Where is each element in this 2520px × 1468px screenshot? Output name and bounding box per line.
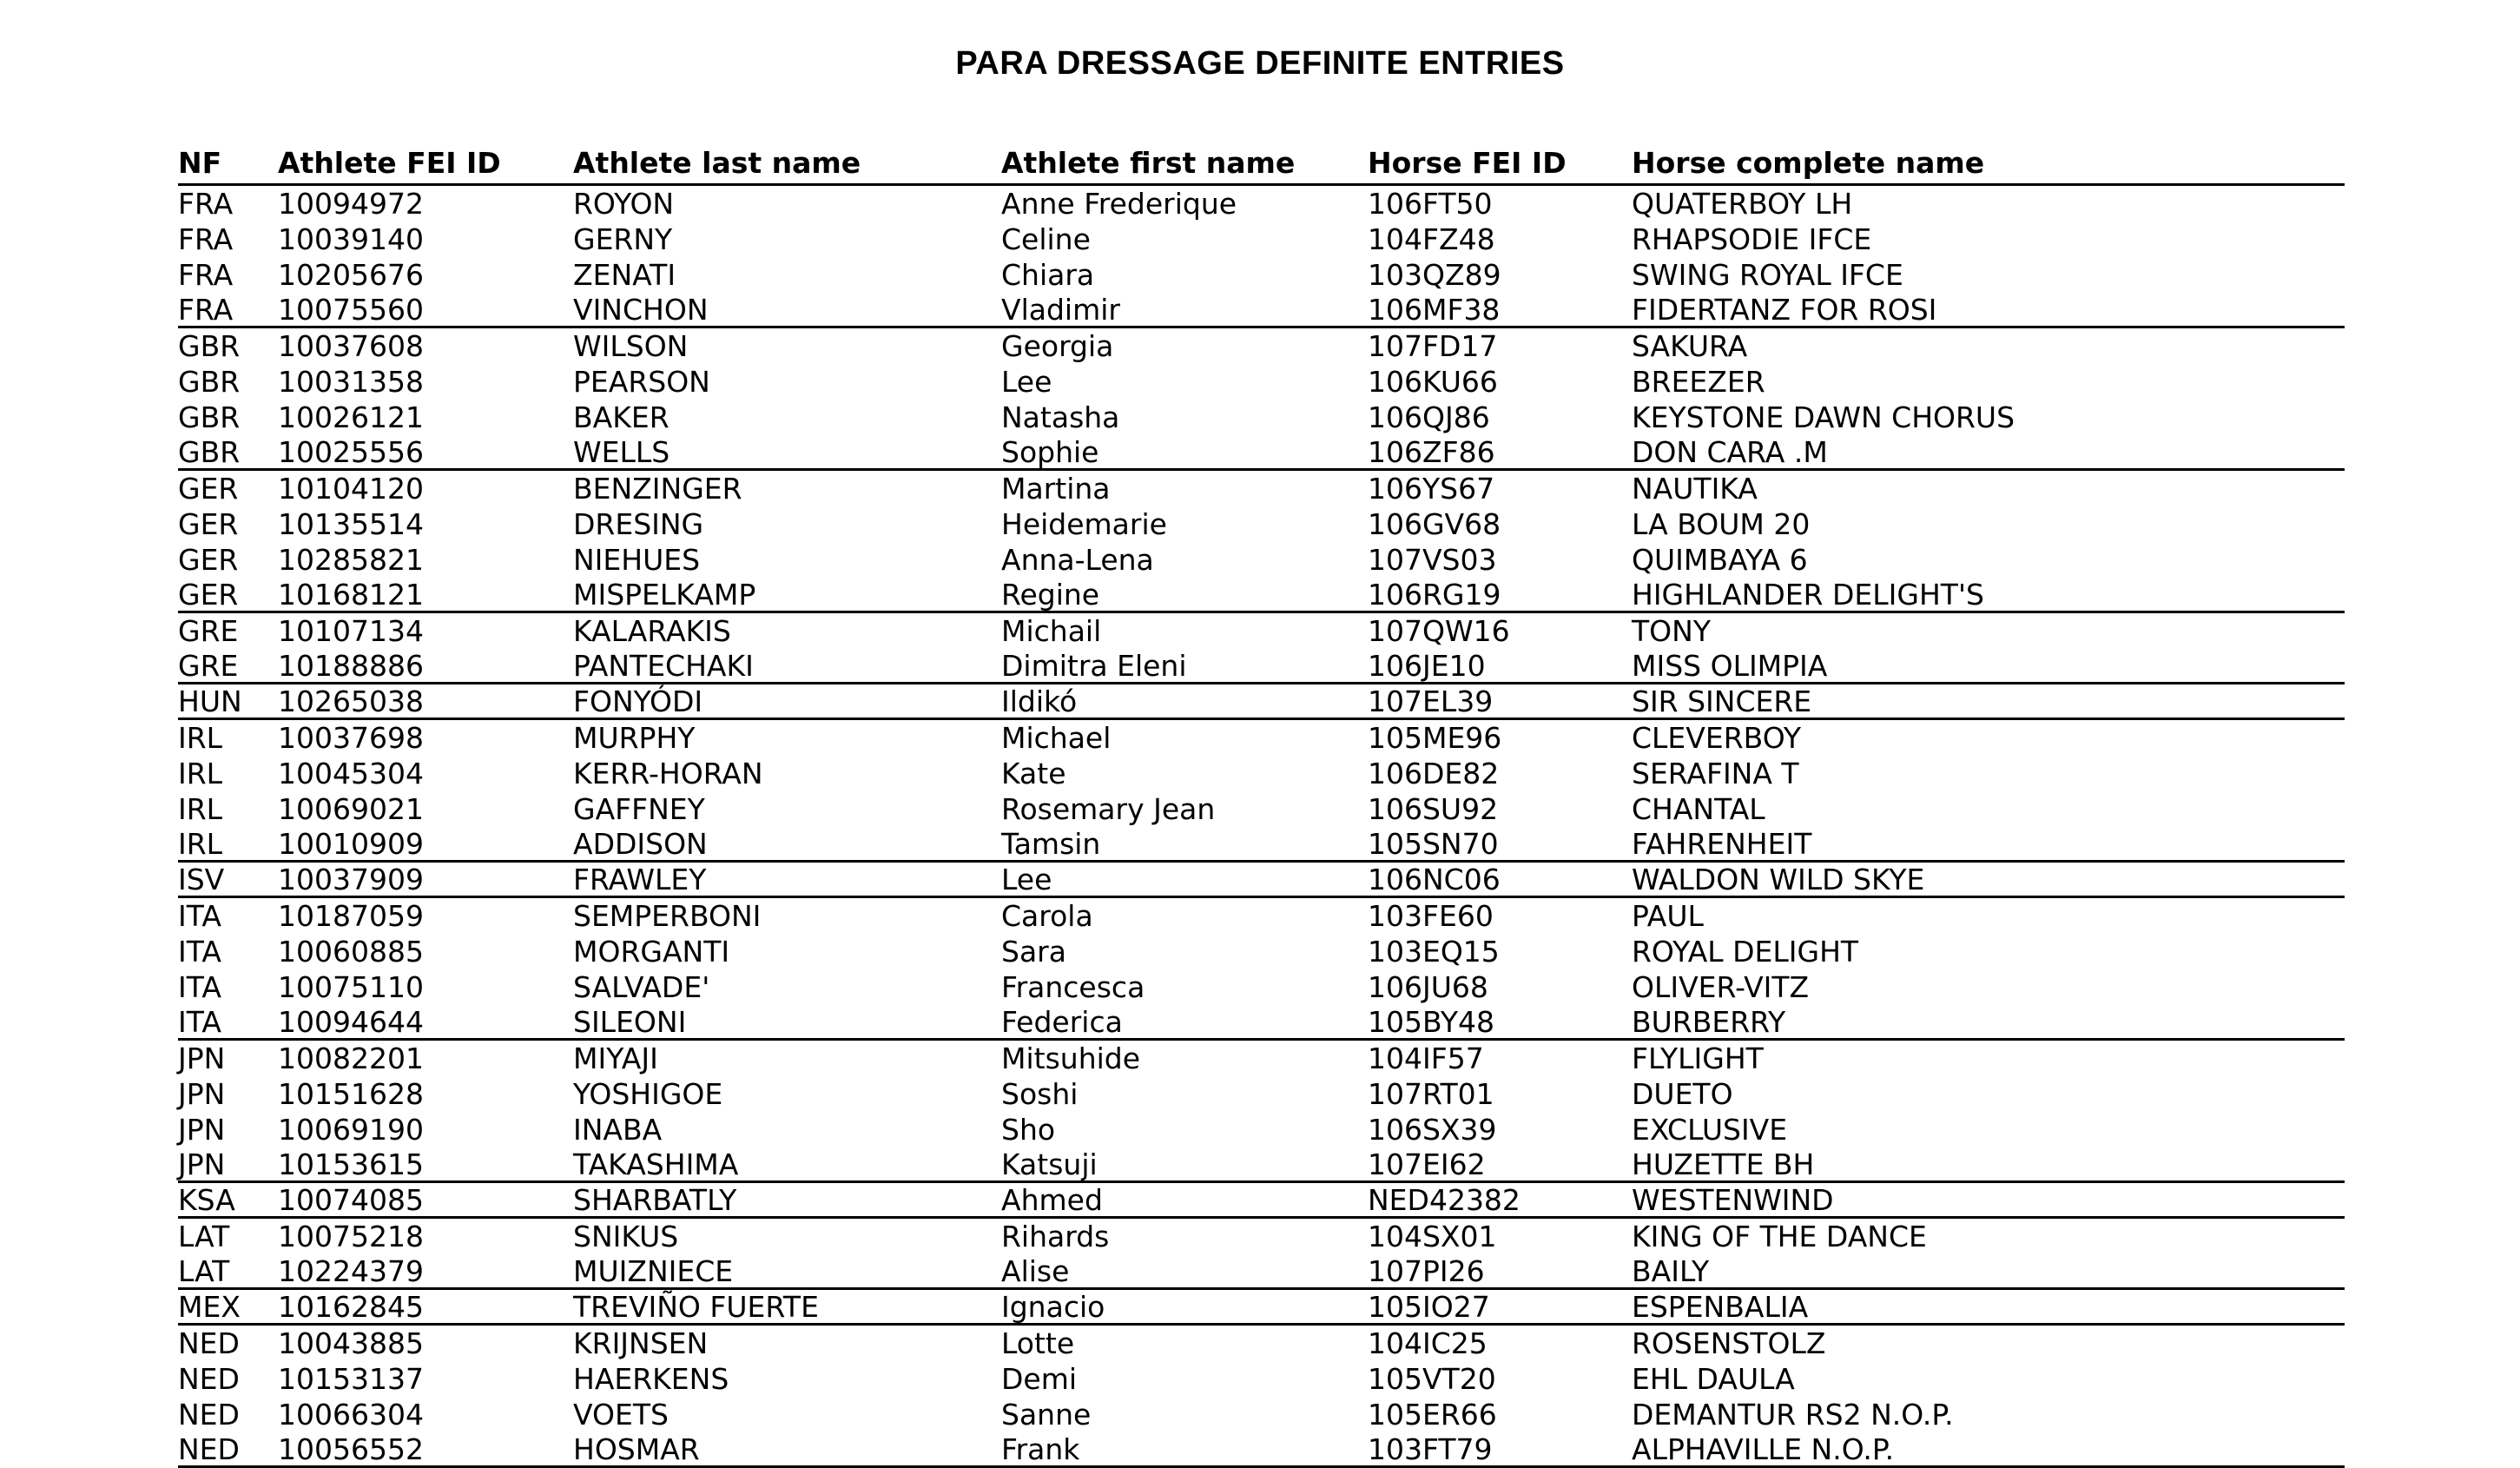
cell-athlete-fei-id: 10069021	[278, 792, 424, 826]
table-row	[178, 578, 2345, 613]
cell-athlete-last-name: TREVIÑO FUERTE	[573, 1290, 819, 1324]
cell-nf: MEX	[178, 1290, 241, 1324]
cell-horse-complete-name: MISS OLIMPIA	[1632, 649, 1828, 683]
cell-athlete-fei-id: 10224379	[278, 1254, 424, 1288]
cell-athlete-fei-id: 10037698	[278, 721, 424, 755]
table-row	[178, 934, 2345, 969]
cell-athlete-first-name: Chiara	[1001, 258, 1095, 292]
cell-horse-fei-id: 104IF57	[1368, 1041, 1484, 1075]
cell-horse-complete-name: QUATERBOY LH	[1632, 187, 1853, 221]
cell-horse-complete-name: EXCLUSIVE	[1632, 1113, 1788, 1147]
cell-horse-complete-name: LA BOUM 20	[1632, 507, 1811, 541]
cell-nf: ISV	[178, 863, 225, 896]
cell-nf: FRA	[178, 258, 234, 292]
table-row	[178, 1005, 2345, 1041]
table-row	[178, 969, 2345, 1005]
cell-horse-complete-name: DUETO	[1632, 1077, 1733, 1111]
cell-athlete-last-name: HOSMAR	[573, 1432, 700, 1466]
table-row	[178, 863, 2345, 898]
cell-athlete-first-name: Natasha	[1001, 400, 1120, 434]
cell-nf: IRL	[178, 757, 223, 790]
cell-nf: GRE	[178, 614, 239, 648]
cell-athlete-fei-id: 10151628	[278, 1077, 424, 1111]
cell-athlete-first-name: Anna-Lena	[1001, 543, 1154, 577]
cell-horse-fei-id: 106GV68	[1368, 507, 1501, 541]
cell-athlete-first-name: Ignacio	[1001, 1290, 1105, 1324]
cell-athlete-fei-id: 10094644	[278, 1005, 424, 1039]
cell-athlete-first-name: Georgia	[1001, 329, 1114, 363]
table-row	[178, 1397, 2345, 1432]
cell-athlete-last-name: TAKASHIMA	[573, 1147, 739, 1181]
cell-athlete-first-name: Kate	[1001, 757, 1066, 790]
cell-athlete-fei-id: 10153137	[278, 1362, 424, 1396]
table-row	[178, 1361, 2345, 1397]
table-row	[178, 613, 2345, 649]
cell-athlete-last-name: MURPHY	[573, 721, 696, 755]
cell-nf: FRA	[178, 222, 234, 256]
table-row	[178, 1076, 2345, 1112]
cell-nf: IRL	[178, 721, 223, 755]
table-header	[178, 143, 2345, 186]
cell-horse-fei-id: 104SX01	[1368, 1220, 1497, 1253]
table-row	[178, 471, 2345, 506]
cell-athlete-last-name: VOETS	[573, 1398, 669, 1432]
cell-nf: ITA	[178, 1005, 221, 1039]
table-row	[178, 756, 2345, 791]
cell-horse-fei-id: 106NC06	[1368, 863, 1501, 896]
cell-athlete-fei-id: 10104120	[278, 472, 424, 506]
cell-horse-fei-id: 107PI26	[1368, 1254, 1485, 1288]
cell-athlete-last-name: MUIZNIECE	[573, 1254, 734, 1288]
cell-athlete-last-name: VINCHON	[573, 293, 709, 327]
header-nf: NF	[178, 146, 222, 180]
cell-horse-fei-id: 105VT20	[1368, 1362, 1496, 1396]
cell-athlete-fei-id: 10188886	[278, 649, 424, 683]
cell-nf: GRE	[178, 649, 239, 683]
cell-nf: JPN	[178, 1041, 226, 1075]
cell-horse-complete-name: SIR SINCERE	[1632, 684, 1812, 718]
cell-athlete-fei-id: 10069190	[278, 1113, 424, 1147]
cell-horse-fei-id: 106SU92	[1368, 792, 1499, 826]
cell-athlete-last-name: ZENATI	[573, 258, 676, 292]
table-row	[178, 222, 2345, 257]
cell-horse-complete-name: PAUL	[1632, 899, 1704, 933]
table-row	[178, 898, 2345, 934]
cell-horse-complete-name: DON CARA .M	[1632, 435, 1828, 469]
cell-horse-complete-name: HIGHLANDER DELIGHT'S	[1632, 578, 1984, 612]
cell-athlete-fei-id: 10043885	[278, 1326, 424, 1360]
cell-horse-complete-name: CLEVERBOY	[1632, 721, 1802, 755]
cell-horse-fei-id: 106MF38	[1368, 293, 1501, 327]
cell-nf: GBR	[178, 329, 241, 363]
cell-athlete-first-name: Michail	[1001, 614, 1102, 648]
table-body	[178, 186, 2345, 1468]
cell-nf: GBR	[178, 435, 241, 469]
cell-athlete-fei-id: 10153615	[278, 1147, 424, 1181]
cell-horse-complete-name: KEYSTONE DAWN CHORUS	[1632, 400, 2015, 434]
cell-athlete-first-name: Vladimir	[1001, 293, 1120, 327]
table-row	[178, 506, 2345, 542]
cell-athlete-fei-id: 10094972	[278, 187, 424, 221]
cell-horse-fei-id: 106FT50	[1368, 187, 1493, 221]
page-title: PARA DRESSAGE DEFINITE ENTRIES	[955, 45, 1565, 82]
cell-horse-fei-id: 105ME96	[1368, 721, 1502, 755]
cell-athlete-fei-id: 10075218	[278, 1220, 424, 1253]
cell-nf: GER	[178, 472, 239, 506]
cell-horse-fei-id: 106QJ86	[1368, 400, 1490, 434]
cell-athlete-last-name: SILEONI	[573, 1005, 687, 1039]
cell-nf: ITA	[178, 970, 221, 1004]
cell-horse-complete-name: KING OF THE DANCE	[1632, 1220, 1927, 1253]
cell-athlete-fei-id: 10039140	[278, 222, 424, 256]
cell-athlete-last-name: PEARSON	[573, 365, 710, 399]
table-row	[178, 186, 2345, 222]
cell-horse-fei-id: 105SN70	[1368, 827, 1499, 861]
cell-athlete-last-name: ADDISON	[573, 827, 708, 861]
cell-horse-complete-name: QUIMBAYA 6	[1632, 543, 1808, 577]
cell-athlete-fei-id: 10168121	[278, 578, 424, 612]
cell-nf: JPN	[178, 1077, 226, 1111]
cell-horse-complete-name: BREEZER	[1632, 365, 1765, 399]
cell-athlete-last-name: KALARAKIS	[573, 614, 731, 648]
cell-athlete-fei-id: 10205676	[278, 258, 424, 292]
cell-athlete-first-name: Sophie	[1001, 435, 1099, 469]
cell-horse-complete-name: BAILY	[1632, 1254, 1710, 1288]
cell-athlete-fei-id: 10082201	[278, 1041, 424, 1075]
cell-athlete-last-name: BENZINGER	[573, 472, 742, 506]
cell-nf: GER	[178, 578, 239, 612]
cell-horse-fei-id: 107FD17	[1368, 329, 1498, 363]
table-row	[178, 1326, 2345, 1361]
table-row	[178, 1290, 2345, 1326]
cell-horse-complete-name: WALDON WILD SKYE	[1632, 863, 1925, 896]
cell-athlete-first-name: Federica	[1001, 1005, 1123, 1039]
cell-athlete-last-name: FONYÓDI	[573, 684, 703, 718]
cell-horse-fei-id: 106SX39	[1368, 1113, 1497, 1147]
cell-athlete-last-name: WELLS	[573, 435, 670, 469]
cell-horse-fei-id: 103FT79	[1368, 1432, 1493, 1466]
cell-horse-fei-id: 106JU68	[1368, 970, 1488, 1004]
cell-nf: JPN	[178, 1147, 226, 1181]
cell-nf: GBR	[178, 365, 241, 399]
cell-nf: FRA	[178, 293, 234, 327]
cell-athlete-first-name: Katsuji	[1001, 1147, 1098, 1181]
cell-athlete-fei-id: 10285821	[278, 543, 424, 577]
cell-athlete-first-name: Heidemarie	[1001, 507, 1167, 541]
cell-horse-complete-name: ROYAL DELIGHT	[1632, 935, 1859, 969]
cell-athlete-last-name: BAKER	[573, 400, 670, 434]
cell-nf: GER	[178, 543, 239, 577]
cell-athlete-first-name: Sanne	[1001, 1398, 1092, 1432]
cell-horse-fei-id: 106YS67	[1368, 472, 1495, 506]
table-row	[178, 1432, 2345, 1468]
cell-horse-complete-name: SERAFINA T	[1632, 757, 1799, 790]
table-row	[178, 1219, 2345, 1254]
cell-athlete-fei-id: 10037608	[278, 329, 424, 363]
header-athlete-last-name: Athlete last name	[573, 146, 861, 180]
cell-horse-complete-name: FIDERTANZ FOR ROSI	[1632, 293, 1937, 327]
cell-athlete-fei-id: 10162845	[278, 1290, 424, 1324]
cell-athlete-last-name: SNIKUS	[573, 1220, 679, 1253]
cell-athlete-first-name: Rihards	[1001, 1220, 1110, 1253]
cell-athlete-last-name: NIEHUES	[573, 543, 701, 577]
cell-horse-fei-id: 107VS03	[1368, 543, 1497, 577]
cell-athlete-last-name: GAFFNEY	[573, 792, 705, 826]
cell-nf: GER	[178, 507, 239, 541]
cell-athlete-fei-id: 10265038	[278, 684, 424, 718]
cell-horse-fei-id: 106ZF86	[1368, 435, 1495, 469]
cell-athlete-last-name: PANTECHAKI	[573, 649, 754, 683]
cell-athlete-first-name: Tamsin	[1001, 827, 1101, 861]
cell-horse-complete-name: RHAPSODIE IFCE	[1632, 222, 1872, 256]
cell-horse-complete-name: ROSENSTOLZ	[1632, 1326, 1826, 1360]
cell-athlete-first-name: Dimitra Eleni	[1001, 649, 1187, 683]
table-row	[178, 791, 2345, 827]
header-athlete-first-name: Athlete first name	[1001, 146, 1296, 180]
cell-horse-complete-name: OLIVER-VITZ	[1632, 970, 1810, 1004]
cell-horse-complete-name: EHL DAULA	[1632, 1362, 1795, 1396]
cell-horse-fei-id: 104FZ48	[1368, 222, 1495, 256]
cell-athlete-first-name: Martina	[1001, 472, 1111, 506]
cell-athlete-last-name: SALVADE'	[573, 970, 710, 1004]
cell-athlete-first-name: Lee	[1001, 863, 1052, 896]
cell-athlete-first-name: Lotte	[1001, 1326, 1075, 1360]
cell-nf: NED	[178, 1398, 240, 1432]
table-row	[178, 1254, 2345, 1290]
cell-nf: IRL	[178, 792, 223, 826]
cell-athlete-fei-id: 10075110	[278, 970, 424, 1004]
table-row	[178, 328, 2345, 364]
header-athlete-fei-id: Athlete FEI ID	[278, 146, 501, 180]
cell-athlete-first-name: Sho	[1001, 1113, 1056, 1147]
cell-athlete-fei-id: 10135514	[278, 507, 424, 541]
cell-nf: HUN	[178, 684, 242, 718]
cell-horse-fei-id: NED42382	[1368, 1183, 1521, 1217]
cell-athlete-fei-id: 10066304	[278, 1398, 424, 1432]
cell-athlete-first-name: Michael	[1001, 721, 1112, 755]
cell-athlete-first-name: Ildikó	[1001, 684, 1078, 718]
cell-athlete-last-name: GERNY	[573, 222, 673, 256]
header-horse-fei-id: Horse FEI ID	[1368, 146, 1567, 180]
cell-athlete-last-name: SHARBATLY	[573, 1183, 737, 1217]
table-row	[178, 293, 2345, 328]
cell-horse-complete-name: CHANTAL	[1632, 792, 1765, 826]
cell-athlete-first-name: Carola	[1001, 899, 1093, 933]
cell-athlete-last-name: WILSON	[573, 329, 689, 363]
cell-horse-fei-id: 106DE82	[1368, 757, 1500, 790]
cell-nf: NED	[178, 1362, 240, 1396]
cell-athlete-fei-id: 10025556	[278, 435, 424, 469]
cell-nf: NED	[178, 1326, 240, 1360]
cell-athlete-fei-id: 10107134	[278, 614, 424, 648]
cell-athlete-last-name: KRIJNSEN	[573, 1326, 709, 1360]
cell-athlete-fei-id: 10187059	[278, 899, 424, 933]
cell-horse-complete-name: SAKURA	[1632, 329, 1748, 363]
cell-horse-complete-name: ALPHAVILLE N.O.P.	[1632, 1432, 1895, 1466]
cell-athlete-last-name: SEMPERBONI	[573, 899, 762, 933]
cell-nf: GBR	[178, 400, 241, 434]
cell-athlete-first-name: Ahmed	[1001, 1183, 1103, 1217]
cell-horse-fei-id: 107RT01	[1368, 1077, 1494, 1111]
table-row	[178, 257, 2345, 293]
cell-athlete-last-name: MISPELKAMP	[573, 578, 756, 612]
cell-athlete-fei-id: 10075560	[278, 293, 424, 327]
cell-athlete-first-name: Alise	[1001, 1254, 1070, 1288]
cell-nf: KSA	[178, 1183, 235, 1217]
cell-horse-fei-id: 107EI62	[1368, 1147, 1486, 1181]
cell-horse-complete-name: FLYLIGHT	[1632, 1041, 1764, 1075]
cell-horse-complete-name: TONY	[1632, 614, 1711, 648]
cell-horse-fei-id: 107EL39	[1368, 684, 1494, 718]
table-row	[178, 364, 2345, 400]
cell-nf: LAT	[178, 1220, 230, 1253]
cell-athlete-first-name: Rosemary Jean	[1001, 792, 1216, 826]
cell-athlete-last-name: MIYAJI	[573, 1041, 658, 1075]
cell-athlete-fei-id: 10074085	[278, 1183, 424, 1217]
cell-nf: ITA	[178, 899, 221, 933]
table-row	[178, 400, 2345, 435]
cell-athlete-first-name: Celine	[1001, 222, 1091, 256]
cell-nf: ITA	[178, 935, 221, 969]
cell-horse-complete-name: SWING ROYAL IFCE	[1632, 258, 1903, 292]
cell-nf: LAT	[178, 1254, 230, 1288]
cell-athlete-fei-id: 10060885	[278, 935, 424, 969]
table-row	[178, 1183, 2345, 1219]
cell-nf: FRA	[178, 187, 234, 221]
cell-horse-fei-id: 103EQ15	[1368, 935, 1500, 969]
cell-horse-fei-id: 106RG19	[1368, 578, 1501, 612]
cell-horse-fei-id: 103FE60	[1368, 899, 1494, 933]
cell-horse-complete-name: HUZETTE BH	[1632, 1147, 1815, 1181]
cell-horse-complete-name: DEMANTUR RS2 N.O.P.	[1632, 1398, 1954, 1432]
cell-athlete-first-name: Frank	[1001, 1432, 1080, 1466]
cell-athlete-first-name: Francesca	[1001, 970, 1145, 1004]
table-row	[178, 1112, 2345, 1147]
cell-horse-fei-id: 104IC25	[1368, 1326, 1488, 1360]
cell-athlete-first-name: Anne Frederique	[1001, 187, 1237, 221]
cell-athlete-fei-id: 10026121	[278, 400, 424, 434]
cell-horse-fei-id: 107QW16	[1368, 614, 1510, 648]
cell-horse-fei-id: 105ER66	[1368, 1398, 1497, 1432]
cell-athlete-first-name: Demi	[1001, 1362, 1078, 1396]
cell-horse-fei-id: 105BY48	[1368, 1005, 1494, 1039]
cell-athlete-first-name: Lee	[1001, 365, 1052, 399]
cell-athlete-last-name: INABA	[573, 1113, 663, 1147]
table-row	[178, 542, 2345, 578]
cell-athlete-first-name: Mitsuhide	[1001, 1041, 1141, 1075]
cell-horse-fei-id: 105IO27	[1368, 1290, 1490, 1324]
cell-nf: IRL	[178, 827, 223, 861]
cell-athlete-fei-id: 10037909	[278, 863, 424, 896]
cell-nf: NED	[178, 1432, 240, 1466]
cell-athlete-last-name: DRESING	[573, 507, 704, 541]
entries-table	[178, 143, 2345, 1468]
cell-athlete-fei-id: 10031358	[278, 365, 424, 399]
table-row	[178, 435, 2345, 471]
cell-athlete-first-name: Soshi	[1001, 1077, 1079, 1111]
table-row	[178, 1041, 2345, 1076]
cell-athlete-first-name: Regine	[1001, 578, 1100, 612]
table-row	[178, 1147, 2345, 1183]
cell-horse-complete-name: ESPENBALIA	[1632, 1290, 1809, 1324]
cell-horse-complete-name: NAUTIKA	[1632, 472, 1758, 506]
header-horse-complete-name: Horse complete name	[1632, 146, 1985, 180]
cell-athlete-last-name: KERR-HORAN	[573, 757, 763, 790]
table-row	[178, 720, 2345, 756]
cell-athlete-fei-id: 10010909	[278, 827, 424, 861]
table-row	[178, 827, 2345, 863]
cell-athlete-fei-id: 10056552	[278, 1432, 424, 1466]
cell-horse-complete-name: WESTENWIND	[1632, 1183, 1834, 1217]
cell-horse-complete-name: BURBERRY	[1632, 1005, 1786, 1039]
cell-horse-complete-name: FAHRENHEIT	[1632, 827, 1812, 861]
table-row	[178, 649, 2345, 684]
table-row	[178, 684, 2345, 720]
cell-athlete-fei-id: 10045304	[278, 757, 424, 790]
cell-athlete-last-name: ROYON	[573, 187, 675, 221]
cell-horse-fei-id: 106JE10	[1368, 649, 1486, 683]
cell-horse-fei-id: 103QZ89	[1368, 258, 1501, 292]
cell-athlete-first-name: Sara	[1001, 935, 1066, 969]
cell-athlete-last-name: HAERKENS	[573, 1362, 729, 1396]
cell-nf: JPN	[178, 1113, 226, 1147]
cell-athlete-last-name: YOSHIGOE	[573, 1077, 723, 1111]
cell-athlete-last-name: MORGANTI	[573, 935, 730, 969]
cell-athlete-last-name: FRAWLEY	[573, 863, 707, 896]
cell-horse-fei-id: 106KU66	[1368, 365, 1498, 399]
